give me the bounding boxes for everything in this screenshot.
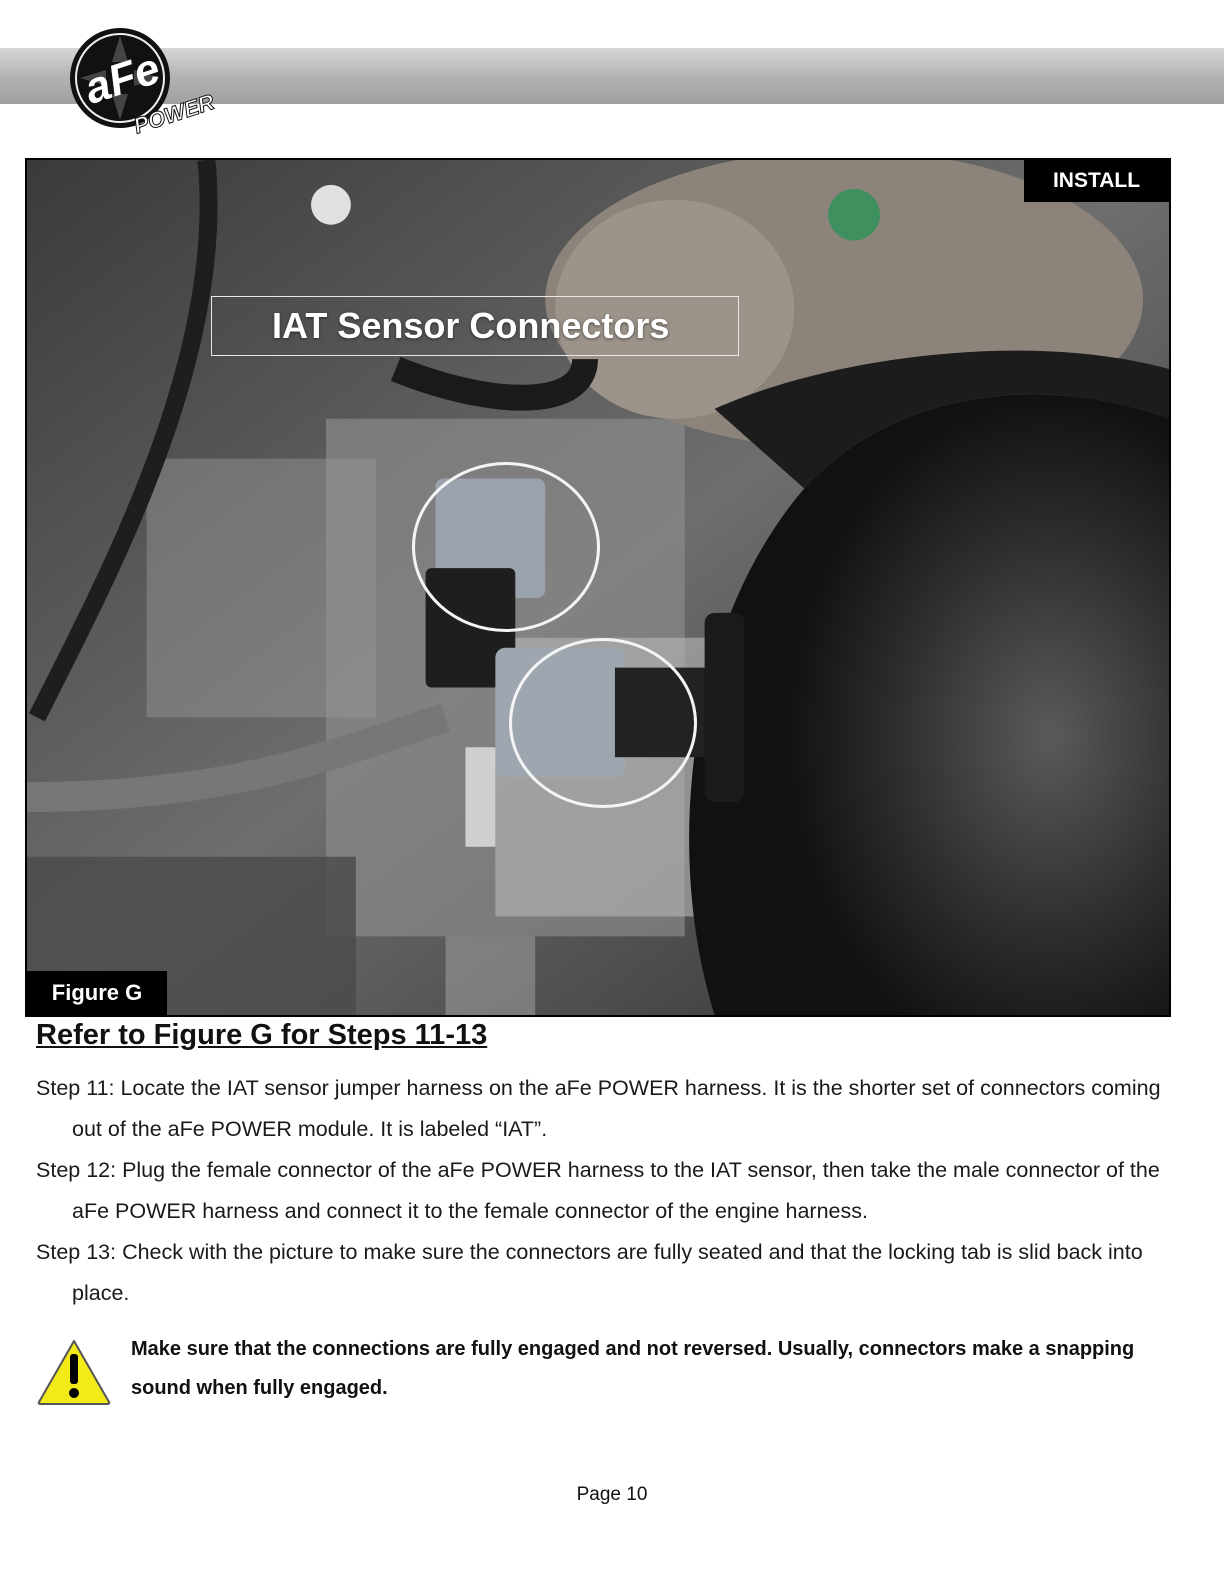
figure-g-photo	[25, 158, 1171, 1017]
iat-callout-label: IAT Sensor Connectors	[211, 296, 739, 356]
warning-note	[36, 1330, 1186, 1410]
page-number: Page 10	[576, 1484, 648, 1505]
svg-text:POWER: POWER	[130, 89, 218, 134]
step-11: Step 11: Locate the IAT sensor jumper harness on the aFe POWER harness. It is the shorter set of connectors coming out of the aFe POWER module. It is labeled “IAT”.	[36, 1076, 1161, 1141]
warning-text: Make sure that the connections are fully engaged and not reversed. Usually, connectors make a snapping sound when fully engaged.	[131, 1338, 1135, 1399]
afe-power-logo	[68, 22, 244, 134]
steps-list	[36, 1068, 1186, 1314]
step-13: Step 13: Check with the picture to make sure the connectors are fully seated and that the locking tab is slid back into place.	[36, 1240, 1143, 1305]
connector-highlight-circle	[412, 462, 600, 632]
warning-triangle-icon	[36, 1338, 112, 1406]
step-12: Step 12: Plug the female connector of the aFe POWER harness to the IAT sensor, then take the male connector of the aFe POWER harness and connect it to the female connector of the engine harness.	[36, 1158, 1160, 1223]
engine-bay-photo	[27, 160, 1169, 1015]
figure-label: Figure G	[27, 971, 167, 1015]
svg-text:aFe: aFe	[78, 43, 166, 114]
connector-highlight-circle	[509, 638, 697, 808]
install-tag: INSTALL	[1024, 160, 1169, 202]
section-title: Refer to Figure G for Steps 11-13	[36, 1019, 488, 1051]
